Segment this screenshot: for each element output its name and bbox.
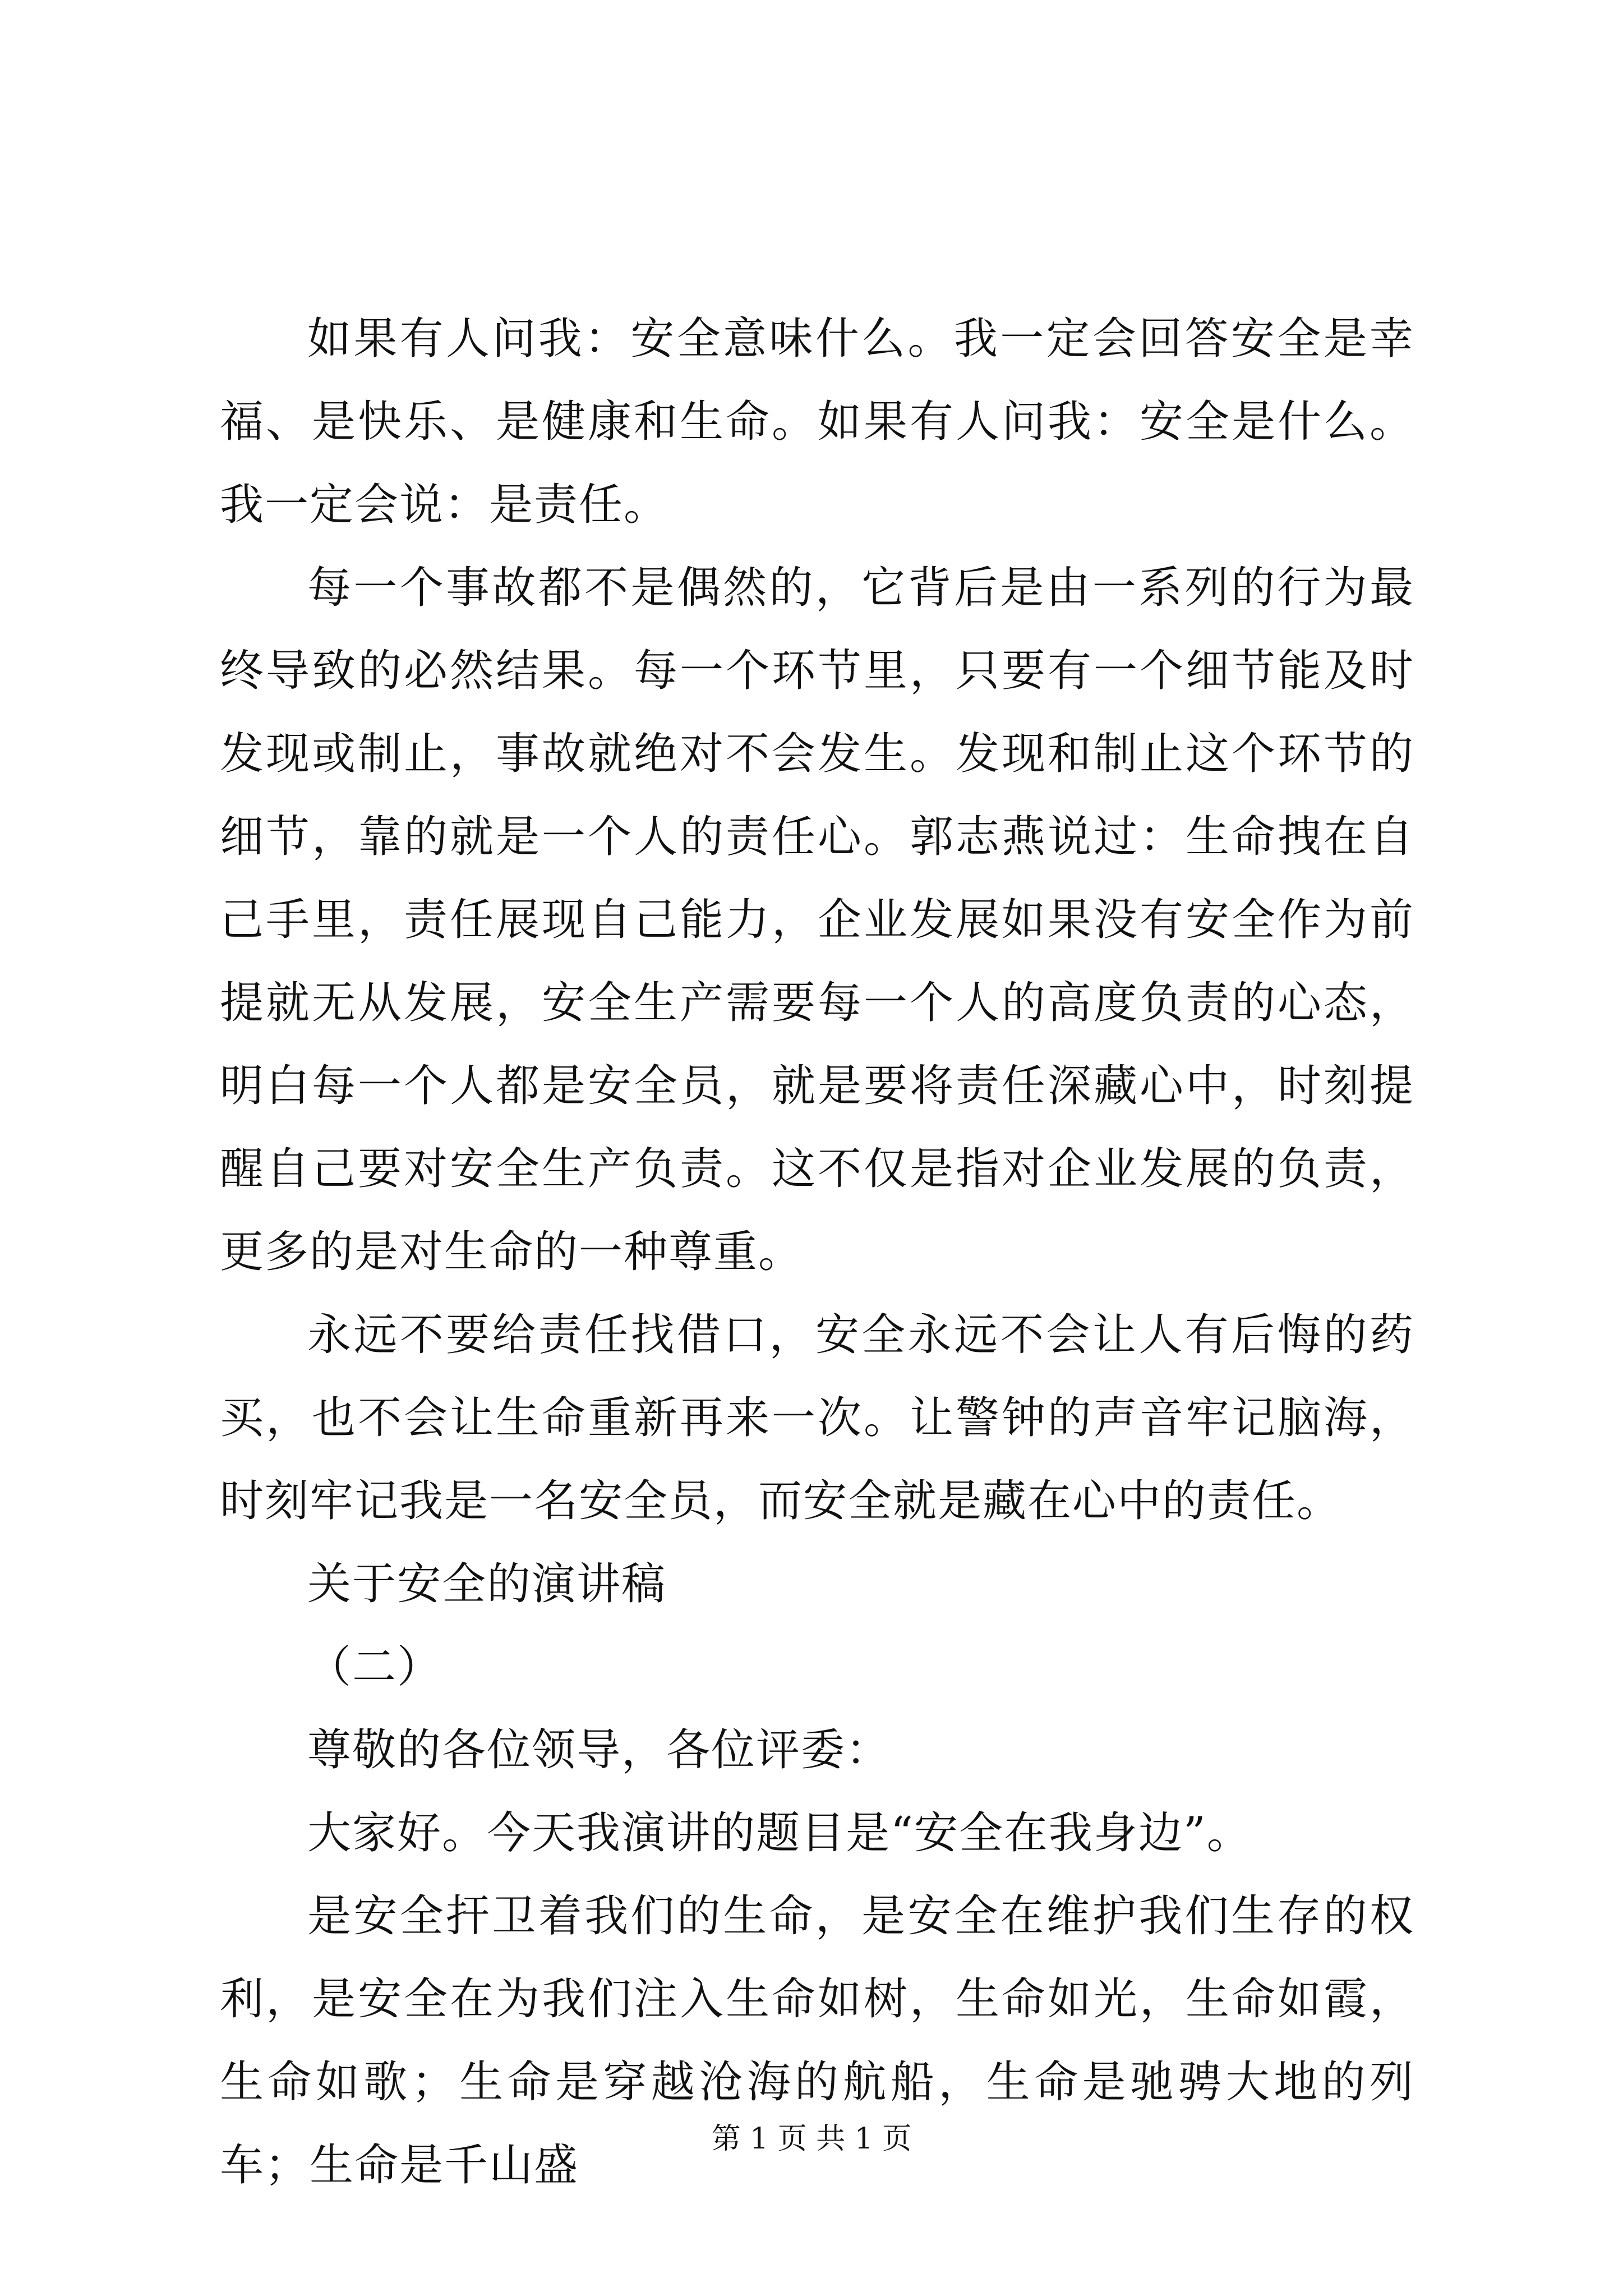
section-title: 关于安全的演讲稿 <box>307 1559 667 1609</box>
section-number: （二） <box>307 1642 442 1692</box>
paragraph-accident-responsibility: 每一个事故都不是偶然的，它背后是由一系列的行为最终导致的必然结果。每一个环节里，只要有一个细节能及时发现或制止，事故就绝对不会发生。发现和制止这个环节的细节，靠的就是一个人的责任心。郭志燕说过：生命拽在自己手里，责任展现自己能力，企业发展如果没有安全作为前提就无从发展，安全生产需要每一个人的高度负责的心态，明白每一个人都是安全员，就是要将责任深藏心中，时刻提醒自己要对安全生产负责。这不仅是指对企业发展的负责，更多的是对生命的一种尊重。 <box>220 563 1414 1277</box>
page-footer: 第 1 页 共 1 页 <box>711 2122 912 2156</box>
paragraph-no-excuses: 永远不要给责任找借口，安全永远不会让人有后悔的药买，也不会让生命重新再来一次。让警钟的声音牢记脑海，时刻牢记我是一名安全员，而安全就是藏在心中的责任。 <box>220 1310 1414 1526</box>
document-body <box>220 297 1414 2207</box>
greeting-topic: 大家好。今天我演讲的题目是“安全在我身边”。 <box>307 1808 1252 1858</box>
salutation: 尊敬的各位领导，各位评委： <box>307 1725 891 1775</box>
paragraph-life-safety: 是安全扞卫着我们的生命，是安全在维护我们生存的权利，是安全在为我们注入生命如树，生命如光，生命如霞，生命如歌；生命是穿越沧海的航船，生命是驰骋大地的列车；生命是千山盛 <box>220 1891 1414 2191</box>
paragraph-safety-meaning: 如果有人问我：安全意味什么。我一定会回答安全是幸福、是快乐、是健康和生命。如果有人问我：安全是什么。我一定会说：是责任。 <box>220 314 1414 530</box>
